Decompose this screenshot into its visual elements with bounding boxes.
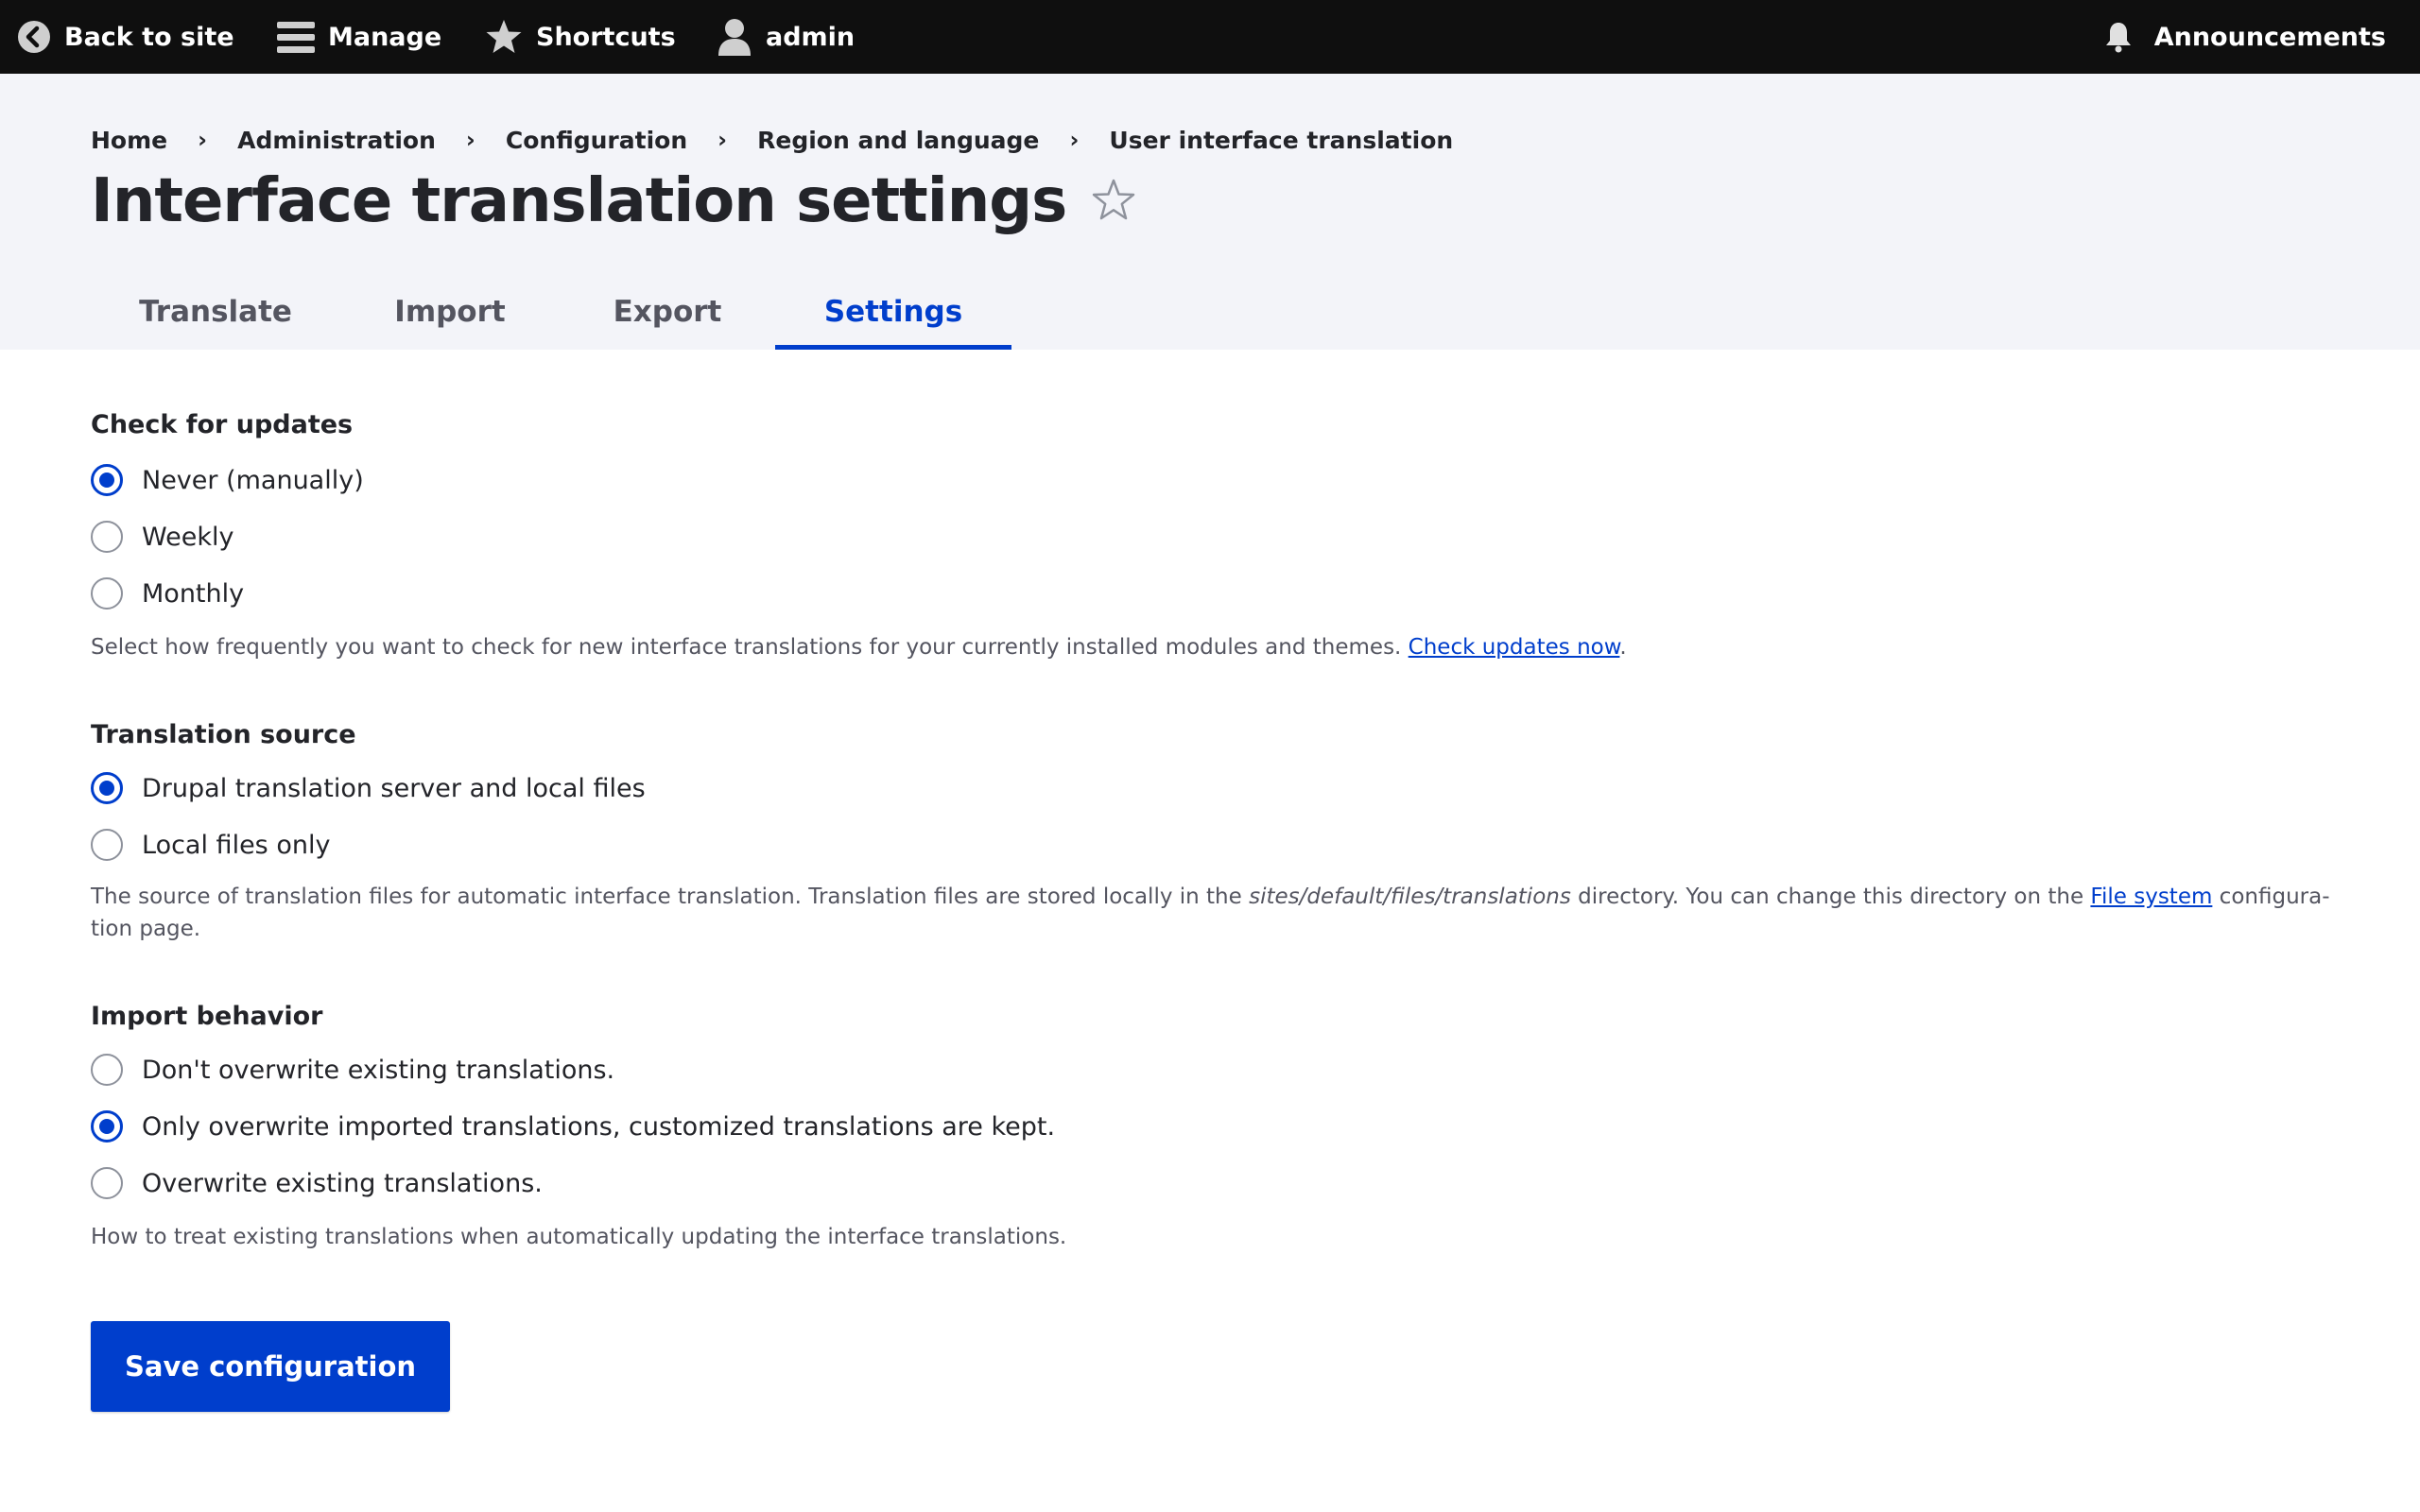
translation-source-description — [91, 881, 2331, 945]
radio-button[interactable] — [91, 577, 123, 610]
star-outline-icon — [1091, 166, 1136, 236]
breadcrumb-separator: › — [717, 127, 728, 153]
user-label: admin — [766, 22, 856, 52]
breadcrumb-user-interface-translation[interactable]: User interface translation — [1109, 126, 1454, 154]
tab-import[interactable]: Import — [394, 295, 506, 329]
radio-never-manually[interactable] — [91, 459, 364, 501]
radio-label: Weekly — [142, 522, 234, 552]
radio-only-overwrite-imported[interactable] — [91, 1106, 1055, 1147]
back-arrow-circle-icon — [17, 20, 51, 54]
radio-button-checked[interactable] — [91, 772, 123, 804]
radio-label: Overwrite existing translations. — [142, 1168, 543, 1198]
check-updates-label: Check for updates — [91, 410, 354, 439]
announcements-button[interactable] — [2103, 0, 2386, 74]
radio-overwrite-existing[interactable] — [91, 1162, 543, 1204]
star-icon — [485, 19, 523, 55]
tab-export[interactable]: Export — [613, 295, 722, 329]
shortcuts-label: Shortcuts — [536, 22, 676, 52]
radio-drupal-server-local[interactable] — [91, 767, 646, 809]
radio-label: Drupal translation server and local files — [142, 773, 646, 803]
radio-label: Don't overwrite existing translations. — [142, 1055, 615, 1085]
shortcuts-menu-button[interactable] — [485, 0, 676, 74]
manage-menu-button[interactable] — [277, 0, 441, 74]
manage-label: Manage — [328, 22, 442, 52]
page-title-row — [91, 159, 1136, 244]
breadcrumb-separator: › — [1069, 127, 1080, 153]
radio-label: Never (manually) — [142, 465, 364, 495]
back-to-site-label: Back to site — [64, 22, 234, 52]
radio-button[interactable] — [91, 1167, 123, 1199]
save-configuration-button[interactable]: Save configuration — [91, 1321, 450, 1412]
announcements-label: Announcements — [2153, 22, 2386, 52]
radio-monthly[interactable] — [91, 573, 244, 614]
hamburger-menu-icon — [277, 20, 315, 54]
admin-toolbar — [0, 0, 2420, 74]
description-text: The source of translation files for automatic interface translation. Translation files are stored locally in the — [91, 885, 1250, 909]
breadcrumb-separator: › — [198, 127, 208, 153]
description-text: Select how frequently you want to check for new interface translations for your currently installed modules and themes. — [91, 635, 1409, 660]
translation-source-label: Translation source — [91, 720, 356, 749]
user-icon — [717, 18, 752, 56]
breadcrumb-separator: › — [465, 127, 475, 153]
radio-button-checked[interactable] — [91, 1110, 123, 1143]
tab-settings[interactable]: Settings — [775, 274, 1011, 350]
description-end: . — [1619, 635, 1627, 660]
radio-button[interactable] — [91, 1054, 123, 1086]
breadcrumb-home[interactable]: Home — [91, 126, 168, 154]
breadcrumb-administration[interactable]: Administration — [237, 126, 436, 154]
radio-button[interactable] — [91, 521, 123, 553]
radio-local-files-only[interactable] — [91, 824, 330, 866]
radio-label: Local files only — [142, 830, 331, 860]
breadcrumb — [91, 121, 1453, 159]
file-system-link[interactable]: File system — [2090, 885, 2213, 909]
import-behavior-description: How to treat existing translations when automatically updating the interface translations. — [91, 1225, 1067, 1249]
description-text: configura-tion page. — [91, 885, 2330, 941]
import-behavior-label: Import behavior — [91, 1002, 323, 1031]
add-shortcut-button[interactable] — [1091, 166, 1136, 236]
radio-button[interactable] — [91, 829, 123, 861]
translations-path: sites/default/files/translations — [1249, 885, 1571, 909]
radio-label: Monthly — [142, 578, 245, 609]
tab-translate[interactable]: Translate — [139, 295, 292, 329]
breadcrumb-region-language[interactable]: Region and language — [757, 126, 1040, 154]
primary-tabs — [91, 274, 1011, 350]
radio-weekly[interactable] — [91, 516, 233, 558]
page-title: Interface translation settings — [91, 166, 1067, 236]
description-text: directory. You can change this directory on the — [1570, 885, 2091, 909]
back-to-site-link[interactable] — [17, 0, 234, 74]
radio-label: Only overwrite imported translations, customized translations are kept. — [142, 1111, 1056, 1142]
user-menu-button[interactable] — [717, 0, 855, 74]
breadcrumb-configuration[interactable]: Configuration — [505, 126, 688, 154]
radio-button-checked[interactable] — [91, 464, 123, 496]
check-updates-description — [91, 631, 2331, 663]
check-updates-now-link[interactable]: Check updates now — [1408, 635, 1620, 660]
radio-dont-overwrite[interactable] — [91, 1049, 614, 1091]
bell-icon — [2103, 21, 2134, 53]
